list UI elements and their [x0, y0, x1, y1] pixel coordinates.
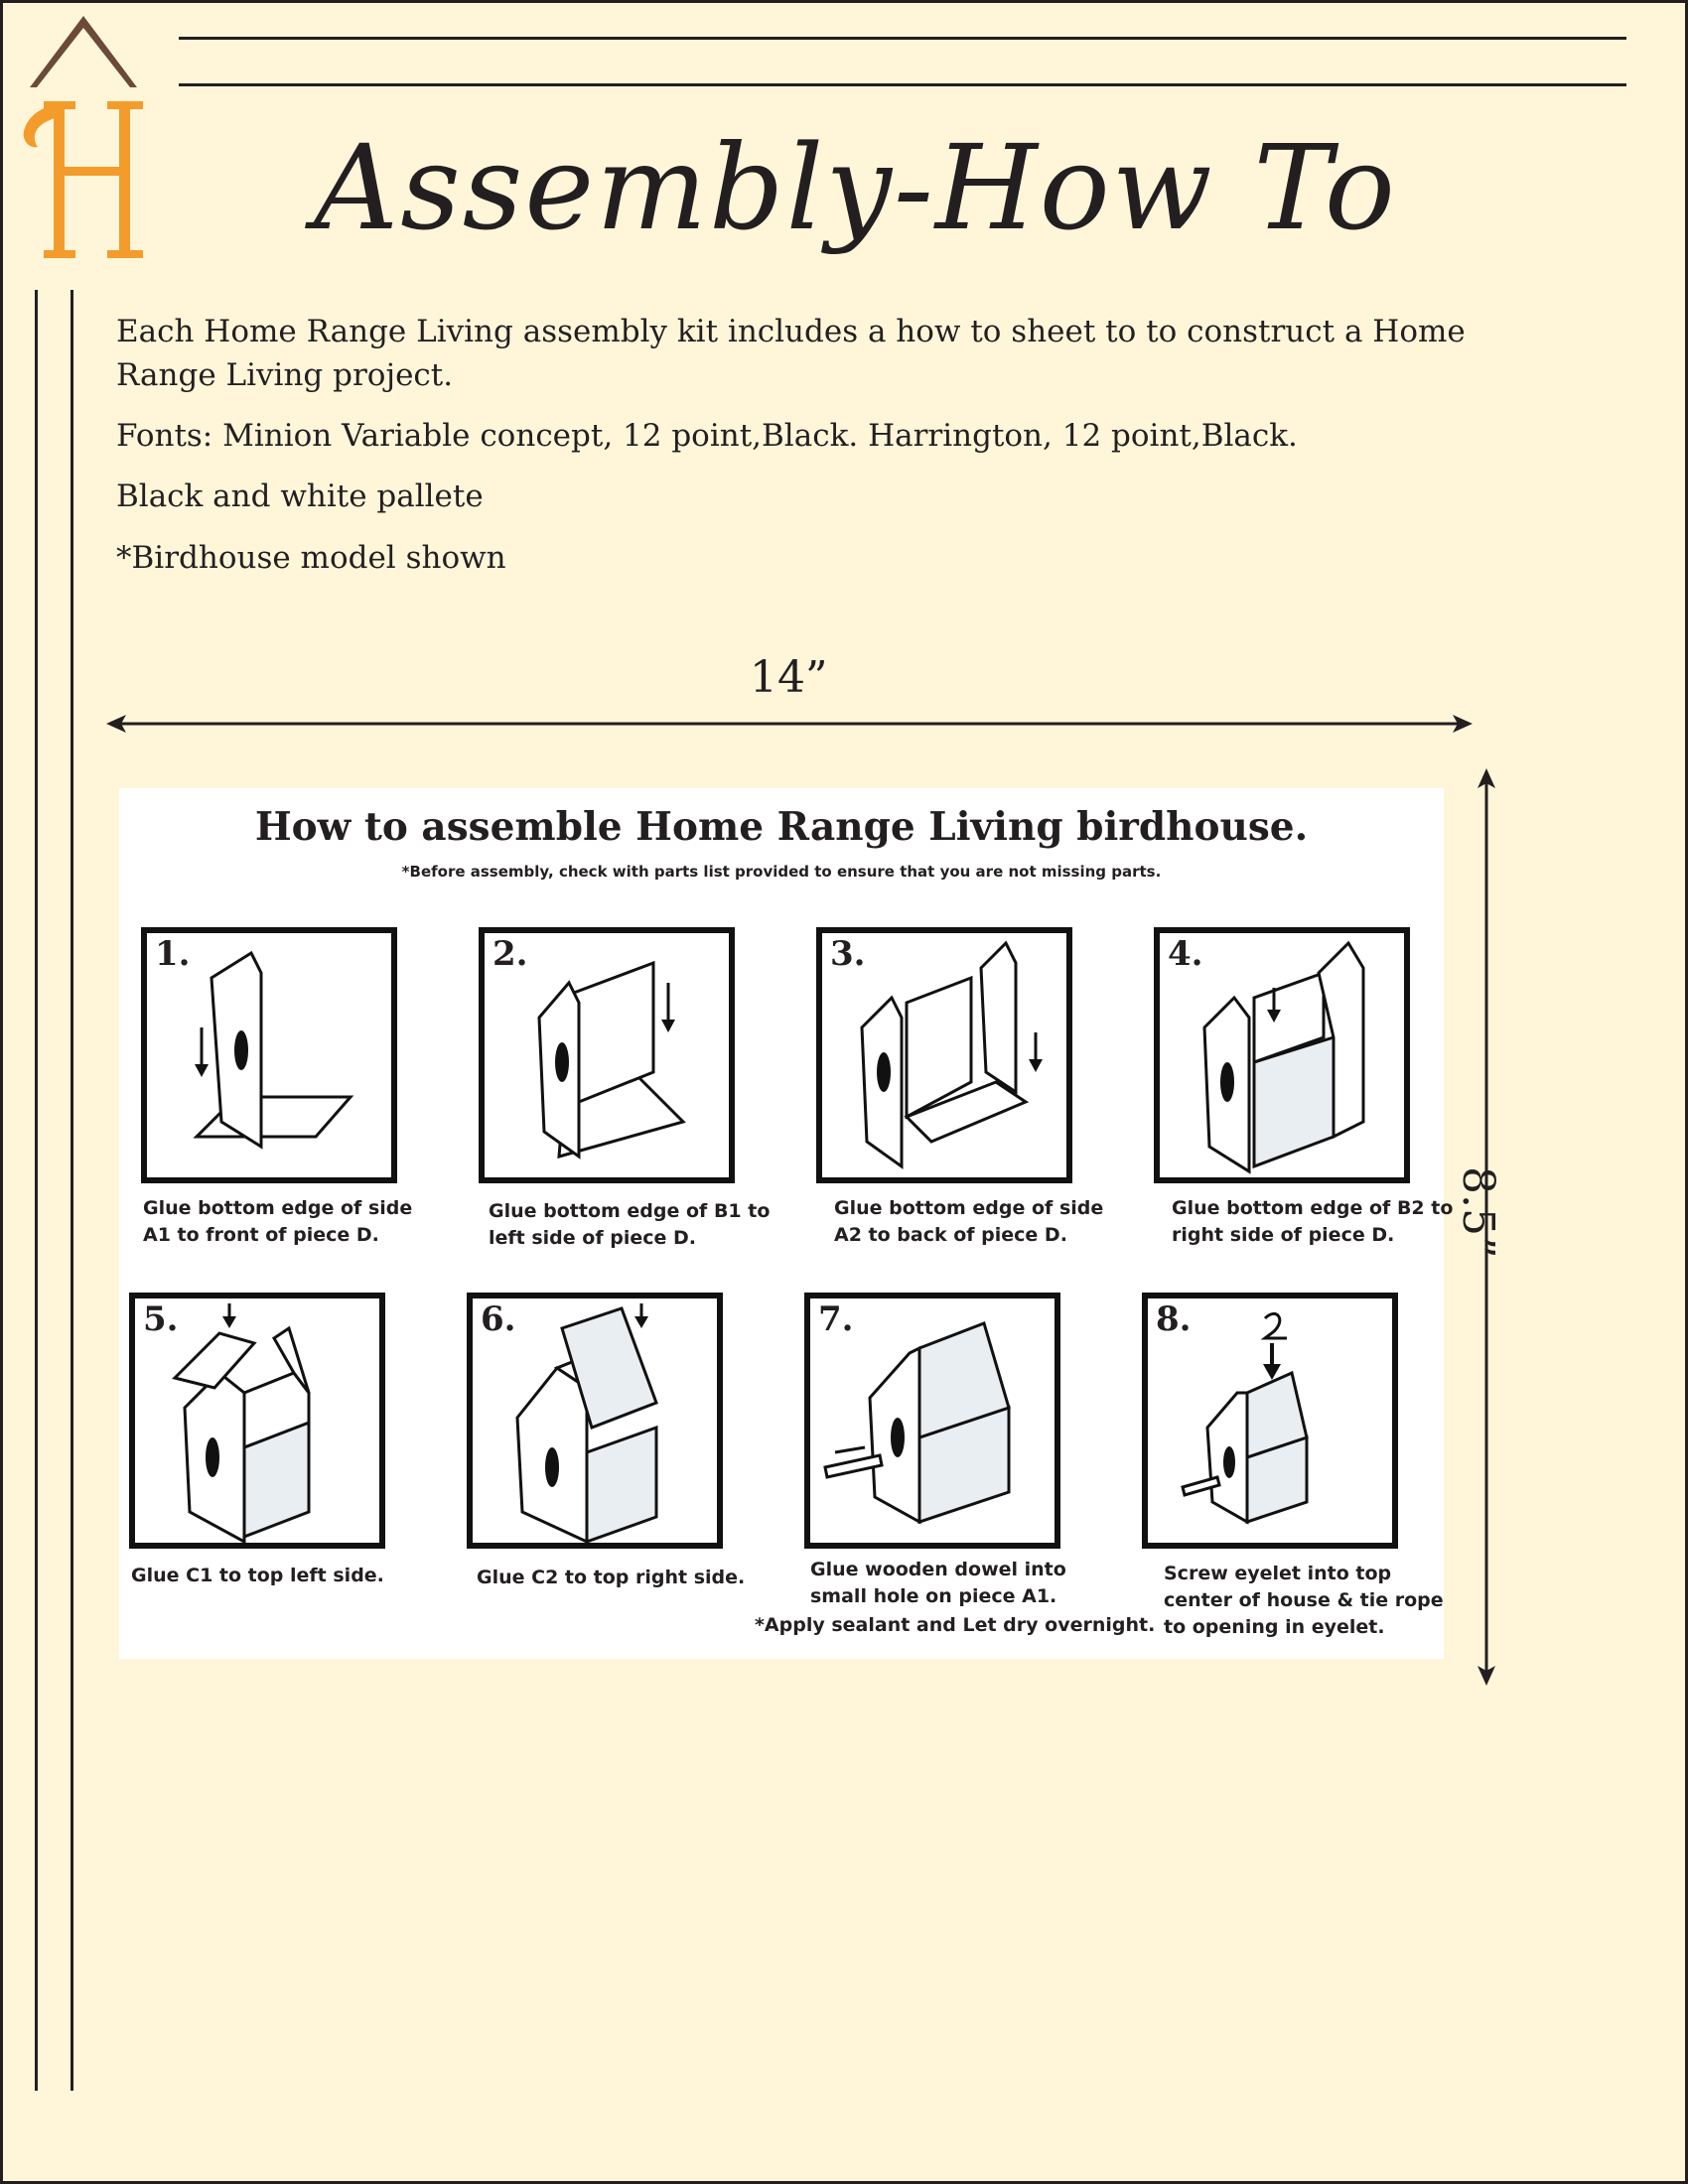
home-range-logo — [18, 10, 157, 268]
step-7-caption-line-1: Glue wooden dowel into — [810, 1559, 1066, 1580]
step-7-panel — [804, 1293, 1060, 1549]
left-rule-inner — [70, 290, 73, 2091]
fonts-paragraph: Fonts: Minion Variable concept, 12 point,Black. Harrington, 12 point,Black. — [116, 418, 1298, 454]
step-2-panel — [479, 927, 735, 1183]
step-8-diagram — [1148, 1298, 1392, 1543]
house-roof-icon — [30, 16, 137, 87]
step-4-caption-line-1: Glue bottom edge of B2 to — [1172, 1197, 1454, 1219]
step-8-panel — [1142, 1293, 1398, 1549]
step-5-caption-line-1: Glue C1 to top left side. — [131, 1565, 384, 1586]
step-3-number: 3. — [830, 934, 866, 974]
step-2-diagram — [485, 933, 729, 1177]
step-6-panel — [467, 1293, 723, 1549]
step-4-number: 4. — [1168, 934, 1203, 974]
width-dimension-label: 14” — [750, 652, 828, 703]
model-note-paragraph: *Birdhouse model shown — [116, 540, 506, 576]
step-8-caption-line-2: center of house & tie rope — [1164, 1589, 1444, 1611]
intro-paragraph: Each Home Range Living assembly kit includes a how to sheet to to construct a Home Range Living project. — [116, 314, 1466, 393]
step-1-panel — [141, 927, 397, 1183]
page-title: Assembly-How To — [314, 119, 1397, 256]
header-rule-top — [179, 37, 1626, 40]
step-4-caption-line-2: right side of piece D. — [1172, 1224, 1395, 1246]
step-6-diagram — [473, 1298, 717, 1543]
step-4-panel — [1154, 927, 1410, 1183]
height-dimension-label: 8.5” — [1453, 1166, 1503, 1259]
step-5-diagram — [135, 1298, 379, 1543]
step-2-number: 2. — [492, 934, 528, 974]
width-dimension-arrow — [104, 709, 1475, 739]
logo-letter-h — [24, 101, 143, 258]
step-5-panel — [129, 1293, 385, 1549]
step-1-caption-line-2: A1 to front of piece D. — [143, 1224, 379, 1246]
step-1-caption-line-1: Glue bottom edge of side — [143, 1197, 413, 1219]
step-4-diagram — [1160, 933, 1404, 1177]
step-7-caption-line-2: small hole on piece A1. — [810, 1585, 1057, 1607]
step-3-diagram — [822, 933, 1066, 1177]
step-7-caption-line-3: *Apply sealant and Let dry overnight. — [755, 1614, 1156, 1636]
card-subtitle: *Before assembly, check with parts list provided to ensure that you are not missing parts. — [401, 863, 1162, 881]
step-3-panel — [816, 927, 1072, 1183]
card-title: How to assemble Home Range Living birdhouse. — [254, 804, 1309, 850]
step-2-caption-line-2: left side of piece D. — [489, 1227, 696, 1249]
birdhouse-instruction-card — [119, 788, 1454, 1659]
step-3-caption-line-1: Glue bottom edge of side — [834, 1197, 1104, 1219]
step-3-caption-line-2: A2 to back of piece D. — [834, 1224, 1067, 1246]
left-rule-outer — [35, 290, 38, 2091]
step-1-number: 1. — [155, 934, 191, 974]
step-7-number: 7. — [818, 1299, 854, 1339]
step-7-diagram — [810, 1298, 1055, 1543]
step-6-caption-line-1: Glue C2 to top right side. — [477, 1567, 746, 1588]
step-6-number: 6. — [481, 1299, 516, 1339]
step-1-diagram — [147, 933, 391, 1177]
step-8-number: 8. — [1156, 1299, 1192, 1339]
header-rule-bottom — [179, 83, 1626, 86]
palette-paragraph: Black and white pallete — [116, 478, 484, 514]
step-2-caption-line-1: Glue bottom edge of B1 to — [489, 1200, 771, 1222]
step-8-caption-line-1: Screw eyelet into top — [1164, 1563, 1392, 1584]
step-5-number: 5. — [143, 1299, 179, 1339]
step-8-caption-line-3: to opening in eyelet. — [1164, 1616, 1385, 1638]
